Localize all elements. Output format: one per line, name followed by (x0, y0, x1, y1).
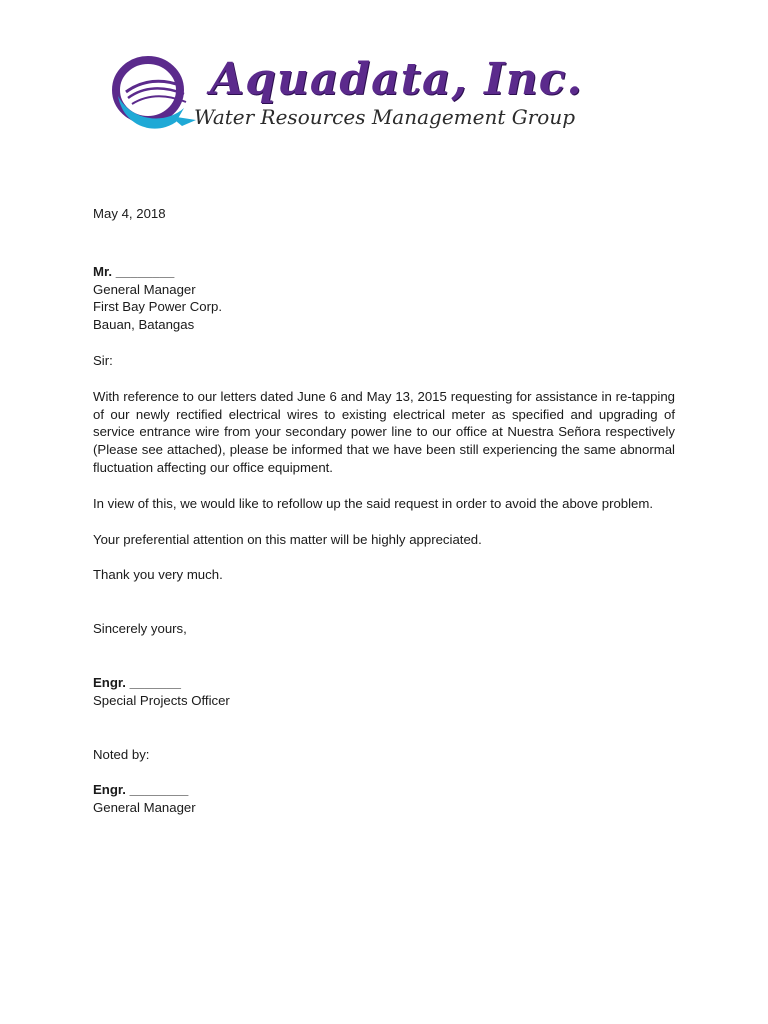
recipient-company: First Bay Power Corp. (93, 299, 222, 315)
recipient-title: General Manager (93, 281, 196, 297)
spacer (93, 710, 675, 746)
spacer (93, 223, 675, 263)
letterhead (112, 56, 680, 132)
spacer (93, 370, 675, 388)
company-logo-icon (112, 56, 198, 132)
spacer (93, 763, 675, 781)
body-paragraph: With reference to our letters dated June 6 and May 13, 2015 requesting for assistance in re-tapping of our newly rectified electrical wires to existing electrical meter as specified and upgrading of service entrance wire from your secondary power line to our office at Nuestra Señora respectively (Please see attached), please be informed that we have been still experiencing the same abnormal fluctuation affecting our office equipment. (93, 388, 675, 475)
letter-date: May 4, 2018 (93, 206, 166, 221)
spacer (93, 548, 675, 566)
signatory-name: Engr. _______ (93, 674, 181, 690)
body-paragraph: In view of this, we would like to refollow up the said request in order to avoid the above problem. (93, 495, 654, 511)
noted-by-title: General Manager (93, 800, 196, 816)
signatory-title: Special Projects Officer (93, 692, 230, 708)
spacer (93, 638, 675, 674)
noted-by-label: Noted by: (93, 746, 150, 762)
spacer (93, 584, 675, 620)
body-paragraph: Thank you very much. (93, 567, 223, 583)
spacer (93, 513, 675, 531)
recipient-address: Bauan, Batangas (93, 317, 195, 333)
closing: Sincerely yours, (93, 621, 187, 637)
salutation: Sir: (93, 352, 113, 368)
spacer (93, 334, 675, 352)
spacer (93, 477, 675, 495)
body-paragraph: Your preferential attention on this matter will be highly appreciated. (93, 531, 482, 547)
recipient-name: Mr. ________ (93, 263, 175, 279)
letter-body (93, 205, 675, 817)
company-name: Aquadata, Inc. (210, 54, 583, 105)
noted-by-name: Engr. ________ (93, 782, 189, 798)
company-tagline: Water Resources Management Group (194, 105, 576, 129)
